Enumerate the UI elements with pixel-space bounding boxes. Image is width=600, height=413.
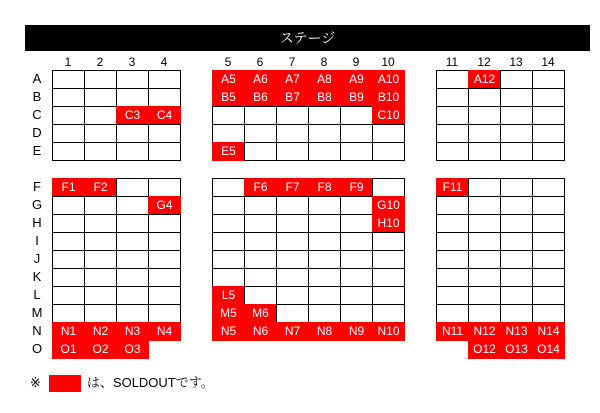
seat-B11[interactable] [436,88,469,107]
seat-C13[interactable] [500,106,533,125]
seat-F6[interactable]: F6 [244,178,277,197]
seat-B4[interactable] [148,88,181,107]
column-header-12: 12 [477,55,491,69]
seat-N10[interactable]: N10 [372,322,405,341]
seat-D3[interactable] [116,124,149,143]
seat-I8[interactable] [308,232,341,251]
column-header-6: 6 [256,55,264,69]
seat-I2[interactable] [84,232,117,251]
seat-C2[interactable] [84,106,117,125]
legend-prefix: ※ [30,375,41,390]
seat-K11[interactable] [436,268,469,287]
seat-L11[interactable] [436,286,469,305]
seat-B1[interactable] [52,88,85,107]
seat-B7[interactable]: B7 [276,88,309,107]
row-label-I: I [35,233,39,248]
seat-O12[interactable]: O12 [468,340,501,359]
column-header-7: 7 [288,55,296,69]
seat-J7[interactable] [276,250,309,269]
seat-K4[interactable] [148,268,181,287]
seat-B13[interactable] [500,88,533,107]
row-label-F: F [33,179,41,194]
column-header-8: 8 [320,55,328,69]
seat-A2[interactable] [84,70,117,89]
seat-H3[interactable] [116,214,149,233]
legend-text: は、SOLDOUTです。 [86,375,214,390]
seat-D14[interactable] [532,124,565,143]
seat-M12[interactable] [468,304,501,323]
row-label-L: L [33,287,41,302]
seat-O13[interactable]: O13 [500,340,533,359]
seat-D7[interactable] [276,124,309,143]
seat-G11[interactable] [436,196,469,215]
seat-I7[interactable] [276,232,309,251]
seat-H14[interactable] [532,214,565,233]
seat-J1[interactable] [52,250,85,269]
seat-M9[interactable] [340,304,373,323]
legend [30,374,214,392]
seat-O2[interactable]: O2 [84,340,117,359]
seat-N8[interactable]: N8 [308,322,341,341]
seat-I4[interactable] [148,232,181,251]
seat-H2[interactable] [84,214,117,233]
seat-L1[interactable] [52,286,85,305]
seat-G13[interactable] [500,196,533,215]
seat-D13[interactable] [500,124,533,143]
seat-B12[interactable] [468,88,501,107]
seat-J13[interactable] [500,250,533,269]
seat-D2[interactable] [84,124,117,143]
seat-J9[interactable] [340,250,373,269]
seat-E2[interactable] [84,142,117,161]
seat-A4[interactable] [148,70,181,89]
seat-F9[interactable]: F9 [340,178,373,197]
seat-M7[interactable] [276,304,309,323]
seat-D5[interactable] [212,124,245,143]
seat-L8[interactable] [308,286,341,305]
seat-L4[interactable] [148,286,181,305]
seat-N12[interactable]: N12 [468,322,501,341]
column-header-11: 11 [445,55,459,69]
seat-A14[interactable] [532,70,565,89]
seat-F11[interactable]: F11 [436,178,469,197]
seat-A9[interactable]: A9 [340,70,373,89]
seat-B3[interactable] [116,88,149,107]
seat-G7[interactable] [276,196,309,215]
seat-M6[interactable]: M6 [244,304,277,323]
seat-A1[interactable] [52,70,85,89]
seat-F8[interactable]: F8 [308,178,341,197]
seat-L14[interactable] [532,286,565,305]
seat-L6[interactable] [244,286,277,305]
seat-B6[interactable]: B6 [244,88,277,107]
seat-K1[interactable] [52,268,85,287]
seat-D4[interactable] [148,124,181,143]
seat-C9[interactable] [340,106,373,125]
seat-E13[interactable] [500,142,533,161]
seat-J8[interactable] [308,250,341,269]
seat-L2[interactable] [84,286,117,305]
row-label-J: J [33,251,41,266]
seat-O3[interactable]: O3 [116,340,149,359]
seat-D1[interactable] [52,124,85,143]
seat-A10[interactable]: A10 [372,70,405,89]
seat-A3[interactable] [116,70,149,89]
seat-J11[interactable] [436,250,469,269]
seat-O1[interactable]: O1 [52,340,85,359]
seat-H4[interactable] [148,214,181,233]
seat-M10[interactable] [372,304,405,323]
seat-N7[interactable]: N7 [276,322,309,341]
seat-K9[interactable] [340,268,373,287]
seat-E7[interactable] [276,142,309,161]
column-header-3: 3 [128,55,136,69]
seat-A7[interactable]: A7 [276,70,309,89]
seat-L9[interactable] [340,286,373,305]
seat-C11[interactable] [436,106,469,125]
seat-E3[interactable] [116,142,149,161]
seat-I3[interactable] [116,232,149,251]
seat-H6[interactable] [244,214,277,233]
seat-K7[interactable] [276,268,309,287]
seat-H10[interactable]: H10 [372,214,405,233]
seat-B10[interactable]: B10 [372,88,405,107]
seat-G6[interactable] [244,196,277,215]
seat-H11[interactable] [436,214,469,233]
seat-N2[interactable]: N2 [84,322,117,341]
seat-E10[interactable] [372,142,405,161]
seat-D9[interactable] [340,124,373,143]
seat-K6[interactable] [244,268,277,287]
seat-N3[interactable]: N3 [116,322,149,341]
seat-K13[interactable] [500,268,533,287]
stage-banner: ステージ [25,25,590,51]
seat-E4[interactable] [148,142,181,161]
seat-H1[interactable] [52,214,85,233]
seat-C12[interactable] [468,106,501,125]
seat-A5[interactable]: A5 [212,70,245,89]
seat-M4[interactable] [148,304,181,323]
seat-G4[interactable]: G4 [148,196,181,215]
seat-I1[interactable] [52,232,85,251]
row-label-E: E [32,143,42,158]
seat-H13[interactable] [500,214,533,233]
seat-A12[interactable]: A12 [468,70,501,89]
seat-K10[interactable] [372,268,405,287]
seat-N6[interactable]: N6 [244,322,277,341]
seat-H7[interactable] [276,214,309,233]
row-label-G: G [31,197,43,212]
row-label-B: B [32,89,42,104]
seat-L12[interactable] [468,286,501,305]
seat-D8[interactable] [308,124,341,143]
seat-H9[interactable] [340,214,373,233]
seat-C3[interactable]: C3 [116,106,149,125]
seat-M2[interactable] [84,304,117,323]
seat-B8[interactable]: B8 [308,88,341,107]
seat-F7[interactable]: F7 [276,178,309,197]
column-header-9: 9 [352,55,360,69]
seat-E5[interactable]: E5 [212,142,245,161]
seat-F3[interactable] [116,178,149,197]
seat-N4[interactable]: N4 [148,322,181,341]
seat-G3[interactable] [116,196,149,215]
seat-A13[interactable] [500,70,533,89]
seat-E11[interactable] [436,142,469,161]
seat-I5[interactable] [212,232,245,251]
seat-J10[interactable] [372,250,405,269]
seat-N11[interactable]: N11 [436,322,469,341]
row-label-O: O [31,341,43,356]
seat-M5[interactable]: M5 [212,304,245,323]
seat-F14[interactable] [532,178,565,197]
seat-N5[interactable]: N5 [212,322,245,341]
seat-H12[interactable] [468,214,501,233]
seat-D11[interactable] [436,124,469,143]
seat-M8[interactable] [308,304,341,323]
seat-C7[interactable] [276,106,309,125]
seat-G10[interactable]: G10 [372,196,405,215]
seat-H8[interactable] [308,214,341,233]
seat-F2[interactable]: F2 [84,178,117,197]
seat-I10[interactable] [372,232,405,251]
seat-C5[interactable] [212,106,245,125]
seat-B2[interactable] [84,88,117,107]
seat-L10[interactable] [372,286,405,305]
seat-J14[interactable] [532,250,565,269]
seat-G14[interactable] [532,196,565,215]
column-header-10: 10 [381,55,395,69]
seat-B9[interactable]: B9 [340,88,373,107]
row-label-C: C [32,107,42,122]
seat-K12[interactable] [468,268,501,287]
seat-B14[interactable] [532,88,565,107]
seat-G5[interactable] [212,196,245,215]
seat-L3[interactable] [116,286,149,305]
column-header-1: 1 [64,55,72,69]
seat-E6[interactable] [244,142,277,161]
seat-D10[interactable] [372,124,405,143]
seat-J6[interactable] [244,250,277,269]
seat-C6[interactable] [244,106,277,125]
column-header-2: 2 [96,55,104,69]
seat-M11[interactable] [436,304,469,323]
seat-E12[interactable] [468,142,501,161]
seat-L13[interactable] [500,286,533,305]
seat-G2[interactable] [84,196,117,215]
seat-C4[interactable]: C4 [148,106,181,125]
seat-I13[interactable] [500,232,533,251]
row-label-D: D [32,125,42,140]
sold-out-swatch [49,375,81,392]
seat-I12[interactable] [468,232,501,251]
seat-G9[interactable] [340,196,373,215]
seat-I11[interactable] [436,232,469,251]
seat-K3[interactable] [116,268,149,287]
seat-K2[interactable] [84,268,117,287]
seat-E14[interactable] [532,142,565,161]
seat-F12[interactable] [468,178,501,197]
seat-N9[interactable]: N9 [340,322,373,341]
seat-K8[interactable] [308,268,341,287]
seat-E9[interactable] [340,142,373,161]
seat-N13[interactable]: N13 [500,322,533,341]
seat-A11[interactable] [436,70,469,89]
seat-I6[interactable] [244,232,277,251]
row-label-N: N [32,323,42,338]
seat-D6[interactable] [244,124,277,143]
seat-K14[interactable] [532,268,565,287]
seat-F4[interactable] [148,178,181,197]
seat-C10[interactable]: C10 [372,106,405,125]
seat-F10[interactable] [372,178,405,197]
seat-G8[interactable] [308,196,341,215]
row-label-M: M [31,305,43,320]
seat-I14[interactable] [532,232,565,251]
seat-J4[interactable] [148,250,181,269]
seat-M13[interactable] [500,304,533,323]
row-label-H: H [32,215,42,230]
row-label-K: K [32,269,42,284]
seat-M14[interactable] [532,304,565,323]
seat-L5[interactable]: L5 [212,286,245,305]
seat-I9[interactable] [340,232,373,251]
seat-K5[interactable] [212,268,245,287]
seat-O14[interactable]: O14 [532,340,565,359]
seat-N1[interactable]: N1 [52,322,85,341]
seat-C14[interactable] [532,106,565,125]
seat-F1[interactable]: F1 [52,178,85,197]
seat-A8[interactable]: A8 [308,70,341,89]
seat-E1[interactable] [52,142,85,161]
seat-M3[interactable] [116,304,149,323]
seat-J3[interactable] [116,250,149,269]
seat-J2[interactable] [84,250,117,269]
seat-J5[interactable] [212,250,245,269]
seat-F13[interactable] [500,178,533,197]
column-header-14: 14 [541,55,555,69]
seat-E8[interactable] [308,142,341,161]
seat-M1[interactable] [52,304,85,323]
column-header-5: 5 [224,55,232,69]
seat-J12[interactable] [468,250,501,269]
seat-A6[interactable]: A6 [244,70,277,89]
seat-G1[interactable] [52,196,85,215]
column-header-13: 13 [509,55,523,69]
row-label-A: A [32,71,42,86]
seat-H5[interactable] [212,214,245,233]
seat-C1[interactable] [52,106,85,125]
seat-B5[interactable]: B5 [212,88,245,107]
seat-N14[interactable]: N14 [532,322,565,341]
seat-C8[interactable] [308,106,341,125]
seat-G12[interactable] [468,196,501,215]
column-header-4: 4 [160,55,168,69]
seat-D12[interactable] [468,124,501,143]
seat-L7[interactable] [276,286,309,305]
seat-F5[interactable] [212,178,245,197]
